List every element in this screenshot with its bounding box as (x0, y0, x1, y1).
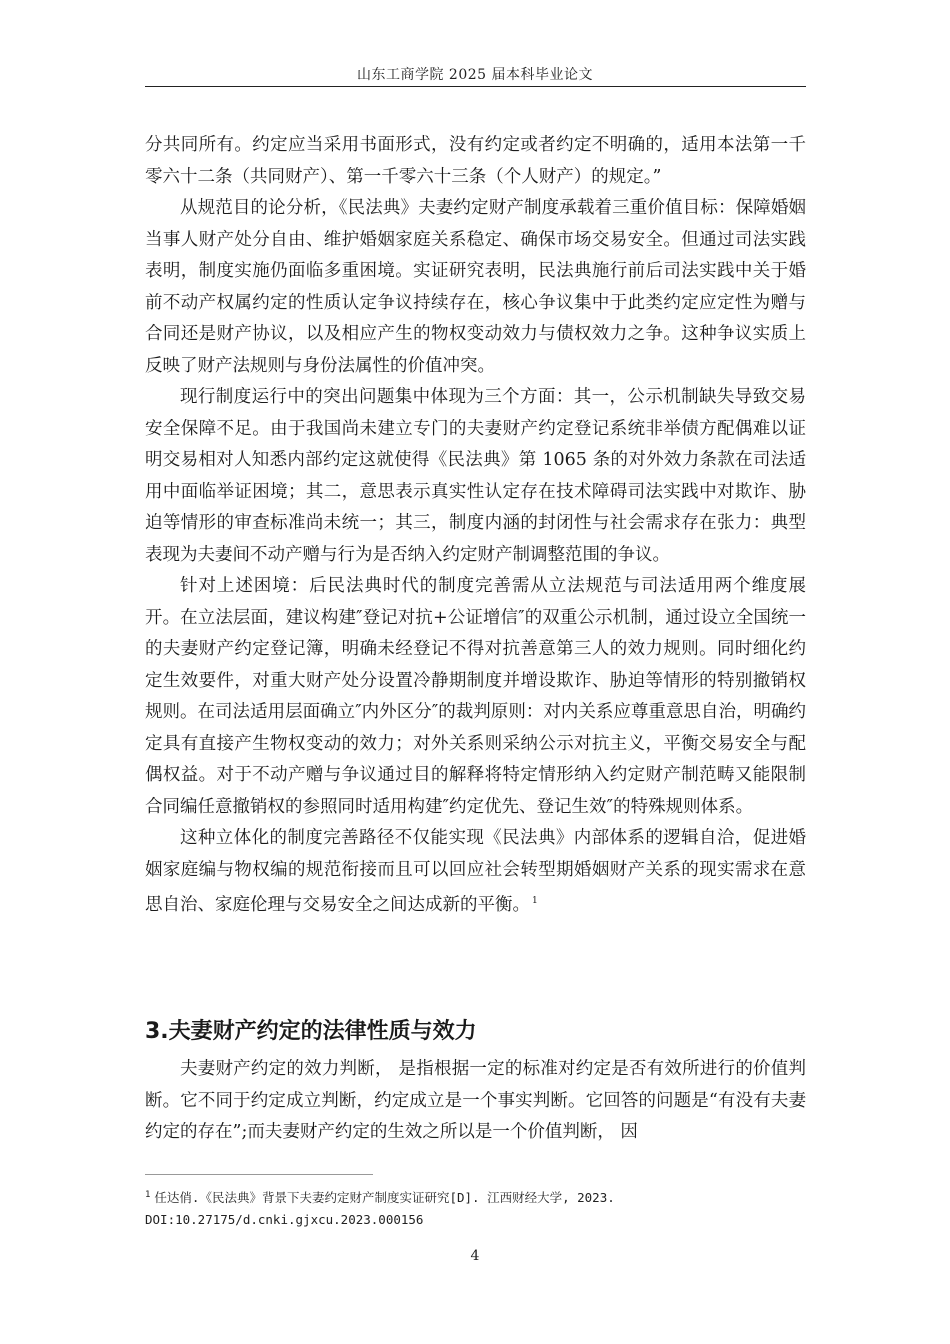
footnote-citation: 任达俏.《民法典》背景下夫妻约定财产制度实证研究[D]. 江西财经大学, 2023. (154, 1190, 615, 1206)
page-number: 4 (470, 1248, 480, 1264)
footnote-line-1 (145, 1184, 806, 1209)
footnote-divider (145, 1174, 373, 1175)
footnote-doi: DOI:10.27175/d.cnki.gjxcu.2023.000156 (145, 1212, 424, 1228)
paragraph-normative-analysis: 从规范目的论分析，《民法典》夫妻约定财产制度承载着三重价值目标：保障婚姻当事人财产处分自由、维护婚姻家庭关系稳定、确保市场交易安全。但通过司法实践表明，制度实施仍面临多重困境。实证研究表明，民法典施行前后司法实践中关于婚前不动产权属约定的性质认定争议持续存在，核心争议集中于此类约定应定性为赠与合同还是财产协议，以及相应产生的物权变动效力与债权效力之争。这种争议实质上反映了财产法规则与身份法属性的价值冲突。 (145, 198, 806, 376)
footnote-reference[interactable]: 1 (532, 896, 538, 906)
section-heading: 3.夫妻财产约定的法律性质与效力 (145, 1019, 477, 1044)
paragraph-improvement-proposals: 针对上述困境：后民法典时代的制度完善需从立法规范与司法适用两个维度展开。在立法层面，建议构建″登记对抗+公证增信″的双重公示机制，通过设立全国统一的夫妻财产约定登记簿，明确未经登记不得对抗善意第三人的效力规则。同时细化约定生效要件，对重大财产处分设置冷静期制度并增设欺诈、胁迫等情形的特别撤销权规则。在司法适用层面确立″内外区分″的裁判原则：对内关系应尊重意思自治，明确约定具有直接产生物权变动的效力；对外关系则采纳公示对抗主义，平衡交易安全与配偶权益。对于不动产赠与争议通过目的解释将特定情形纳入约定财产制范畴又能限制合同编任意撤销权的参照同时适用构建″约定优先、登记生效″的特殊规则体系。 (145, 576, 806, 817)
body-text (145, 130, 806, 921)
header-divider (145, 86, 806, 87)
running-header: 山东工商学院 2025 届本科毕业论文 (356, 67, 594, 83)
paragraph-continuation: 分共同所有。约定应当采用书面形式，没有约定或者约定不明确的，适用本法第一千零六十二条（共同财产）、第一千零六十三条（个人财产）的规定。” (145, 135, 806, 187)
paragraph-current-problems: 现行制度运行中的突出问题集中体现为三个方面：其一，公示机制缺失导致交易安全保障不足。由于我国尚未建立专门的夫妻财产约定登记系统非举债方配偶难以证明交易相对人知悉内部约定这就使得《民法典》第 1065 条的对外效力条款在司法适用中面临举证困境；其二，意思表示真实性认定存在技术障碍司法实践中对欺诈、胁迫等情形的审查标准尚未统一；其三，制度内涵的封闭性与社会需求存在张力：典型表现为夫妻间不动产赠与行为是否纳入约定财产制调整范围的争议。 (145, 387, 806, 565)
section-text (145, 1054, 806, 1149)
section-paragraph: 夫妻财产约定的效力判断， 是指根据一定的标准对约定是否有效所进行的价值判断。它不同于约定成立判断，约定成立是一个事实判断。它回答的问题是“有没有夫妻约定的存在”;而夫妻财产约定的生效之所以是一个价值判断， 因 (145, 1059, 806, 1142)
footnote-number: 1 (145, 1190, 151, 1200)
footnote (145, 1184, 806, 1231)
paragraph-conclusion-text: 这种立体化的制度完善路径不仅能实现《民法典》内部体系的逻辑自洽，促进婚姻家庭编与物权编的规范衔接而且可以回应社会转型期婚姻财产关系的现实需求在意思自治、家庭伦理与交易安全之间达成新的平衡。 (145, 828, 806, 915)
paragraph-conclusion (145, 823, 806, 921)
